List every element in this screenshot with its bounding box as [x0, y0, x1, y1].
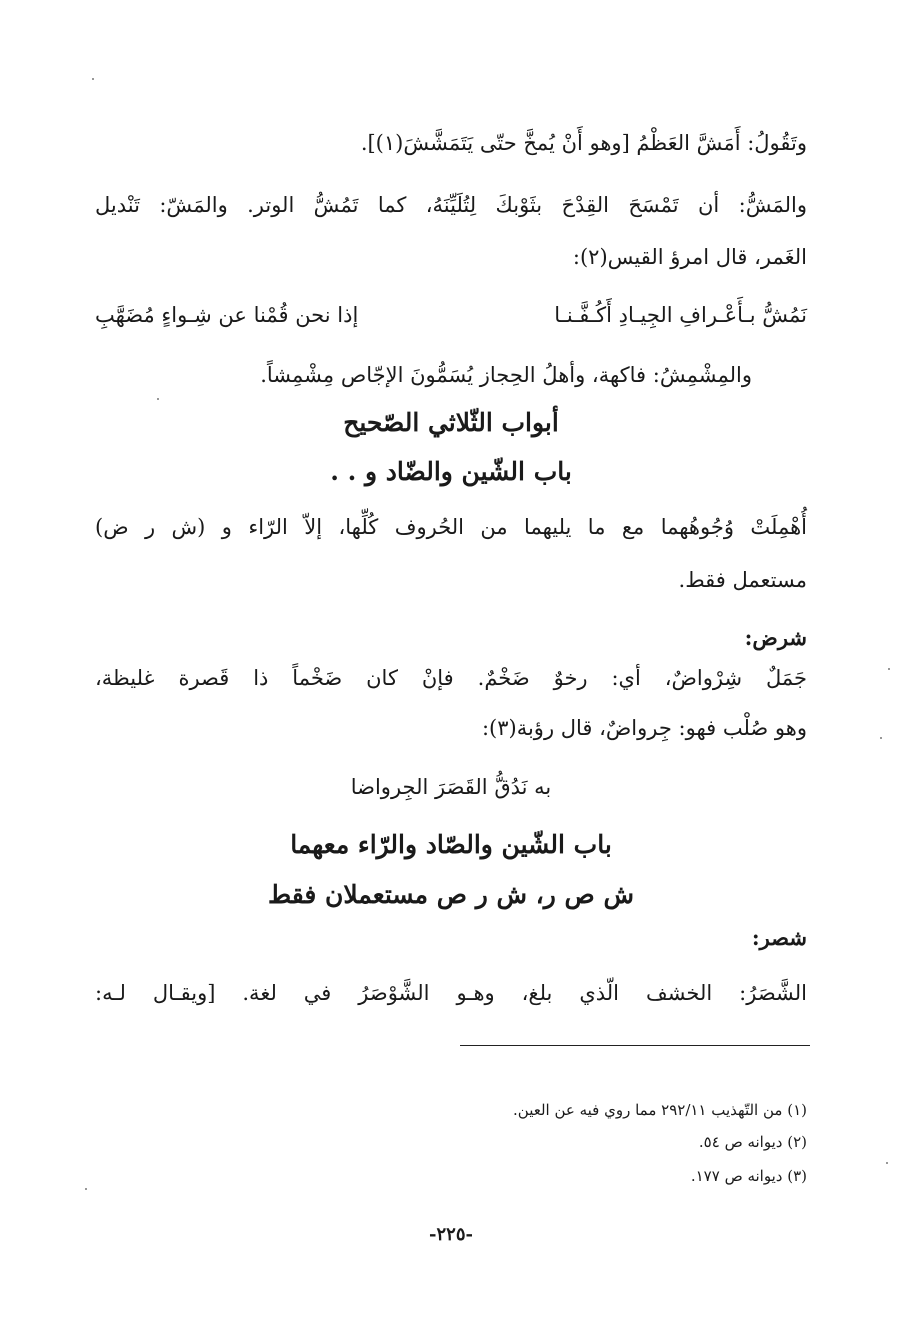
roots-heading: ش ص ر، ش ر ص مستعملان فقط — [268, 880, 634, 909]
text-line-4: والمِشْمِشُ: فاكهة، وأهلُ الحِجاز يُسَمُّونَ الإجّاص مِشْمِشاً. — [260, 363, 752, 387]
text-line-6: مستعمل فقط. — [678, 568, 807, 592]
text-line-8: جَمَلٌ شِرْواضٌ، أي: رخوٌ ضَخْمٌ. فإنْ كان ضَخْماً ذا قَصرة غليظة، — [95, 666, 807, 690]
entry-heading-shrd: شرض: — [744, 625, 807, 650]
footnote-separator — [460, 1045, 810, 1046]
entry-heading-shsr: شصر: — [751, 925, 807, 950]
section-heading: أبواب الثّلاثي الصّحيح — [343, 408, 559, 437]
text-line-5: أُهْمِلَتْ وُجُوهُهما مع ما يليهما من الحُروف كُلِّها، إلاّ الرّاء و (ش ر ض) — [95, 515, 807, 539]
verse-line: به نَدُقُّ القَصَرَ الجِرواضا — [350, 775, 552, 799]
text-line-11: الشَّصَرُ: الخشف الّذي بلغ، وهـو الشَّوْصَرُ في لغة. [ويقـال لـه: — [95, 981, 807, 1005]
chapter-heading: باب الشّين والضّاد و . . — [330, 457, 572, 486]
poem-hemistich-left: إذا نحن قُمْنا عن شِـواءٍ مُضَهَّبِ — [95, 303, 359, 327]
text-line-9: وهو صُلْب فهو: جِرواضٌ، قال رؤبة(٣): — [481, 716, 807, 740]
scan-speck — [157, 398, 159, 400]
scan-speck — [880, 737, 882, 739]
page-number: -٢٢٥- — [429, 1224, 473, 1245]
chapter-heading-2: باب الشّين والصّاد والرّاء معهما — [290, 830, 612, 859]
scan-speck — [85, 1188, 87, 1190]
scan-speck — [888, 668, 890, 670]
footnote-2: (٢) ديوانه ص ٥٤. — [698, 1133, 807, 1151]
footnote-1: (١) من التّهذيب ٢٩٢/١١ مما روي فيه عن العين. — [513, 1101, 807, 1119]
text-line-3: الغَمر، قال امرؤ القيس(٢): — [572, 245, 807, 269]
scan-speck — [886, 1162, 888, 1164]
text-line-1: وتَقُولُ: أَمَشَّ العَظْمُ [وهو أَنْ يُمخَّ حتّى يَتَمَشَّشَ(١)]. — [360, 131, 807, 155]
scan-speck — [92, 78, 94, 80]
poem-hemistich-right: نَمُشُّ بـأَعْـرافِ الجِيـادِ أَكُـفَّـنـا — [554, 303, 807, 327]
text-line-2: والمَشُّ: أن تَمْسَحَ القِدْحَ بثَوْبكَ لِتُلَيِّنَهُ، كما تَمُشُّ الوتر. والمَشّ: تَنْديل — [95, 193, 807, 217]
footnote-3: (٣) ديوانه ص ١٧٧. — [690, 1167, 807, 1185]
